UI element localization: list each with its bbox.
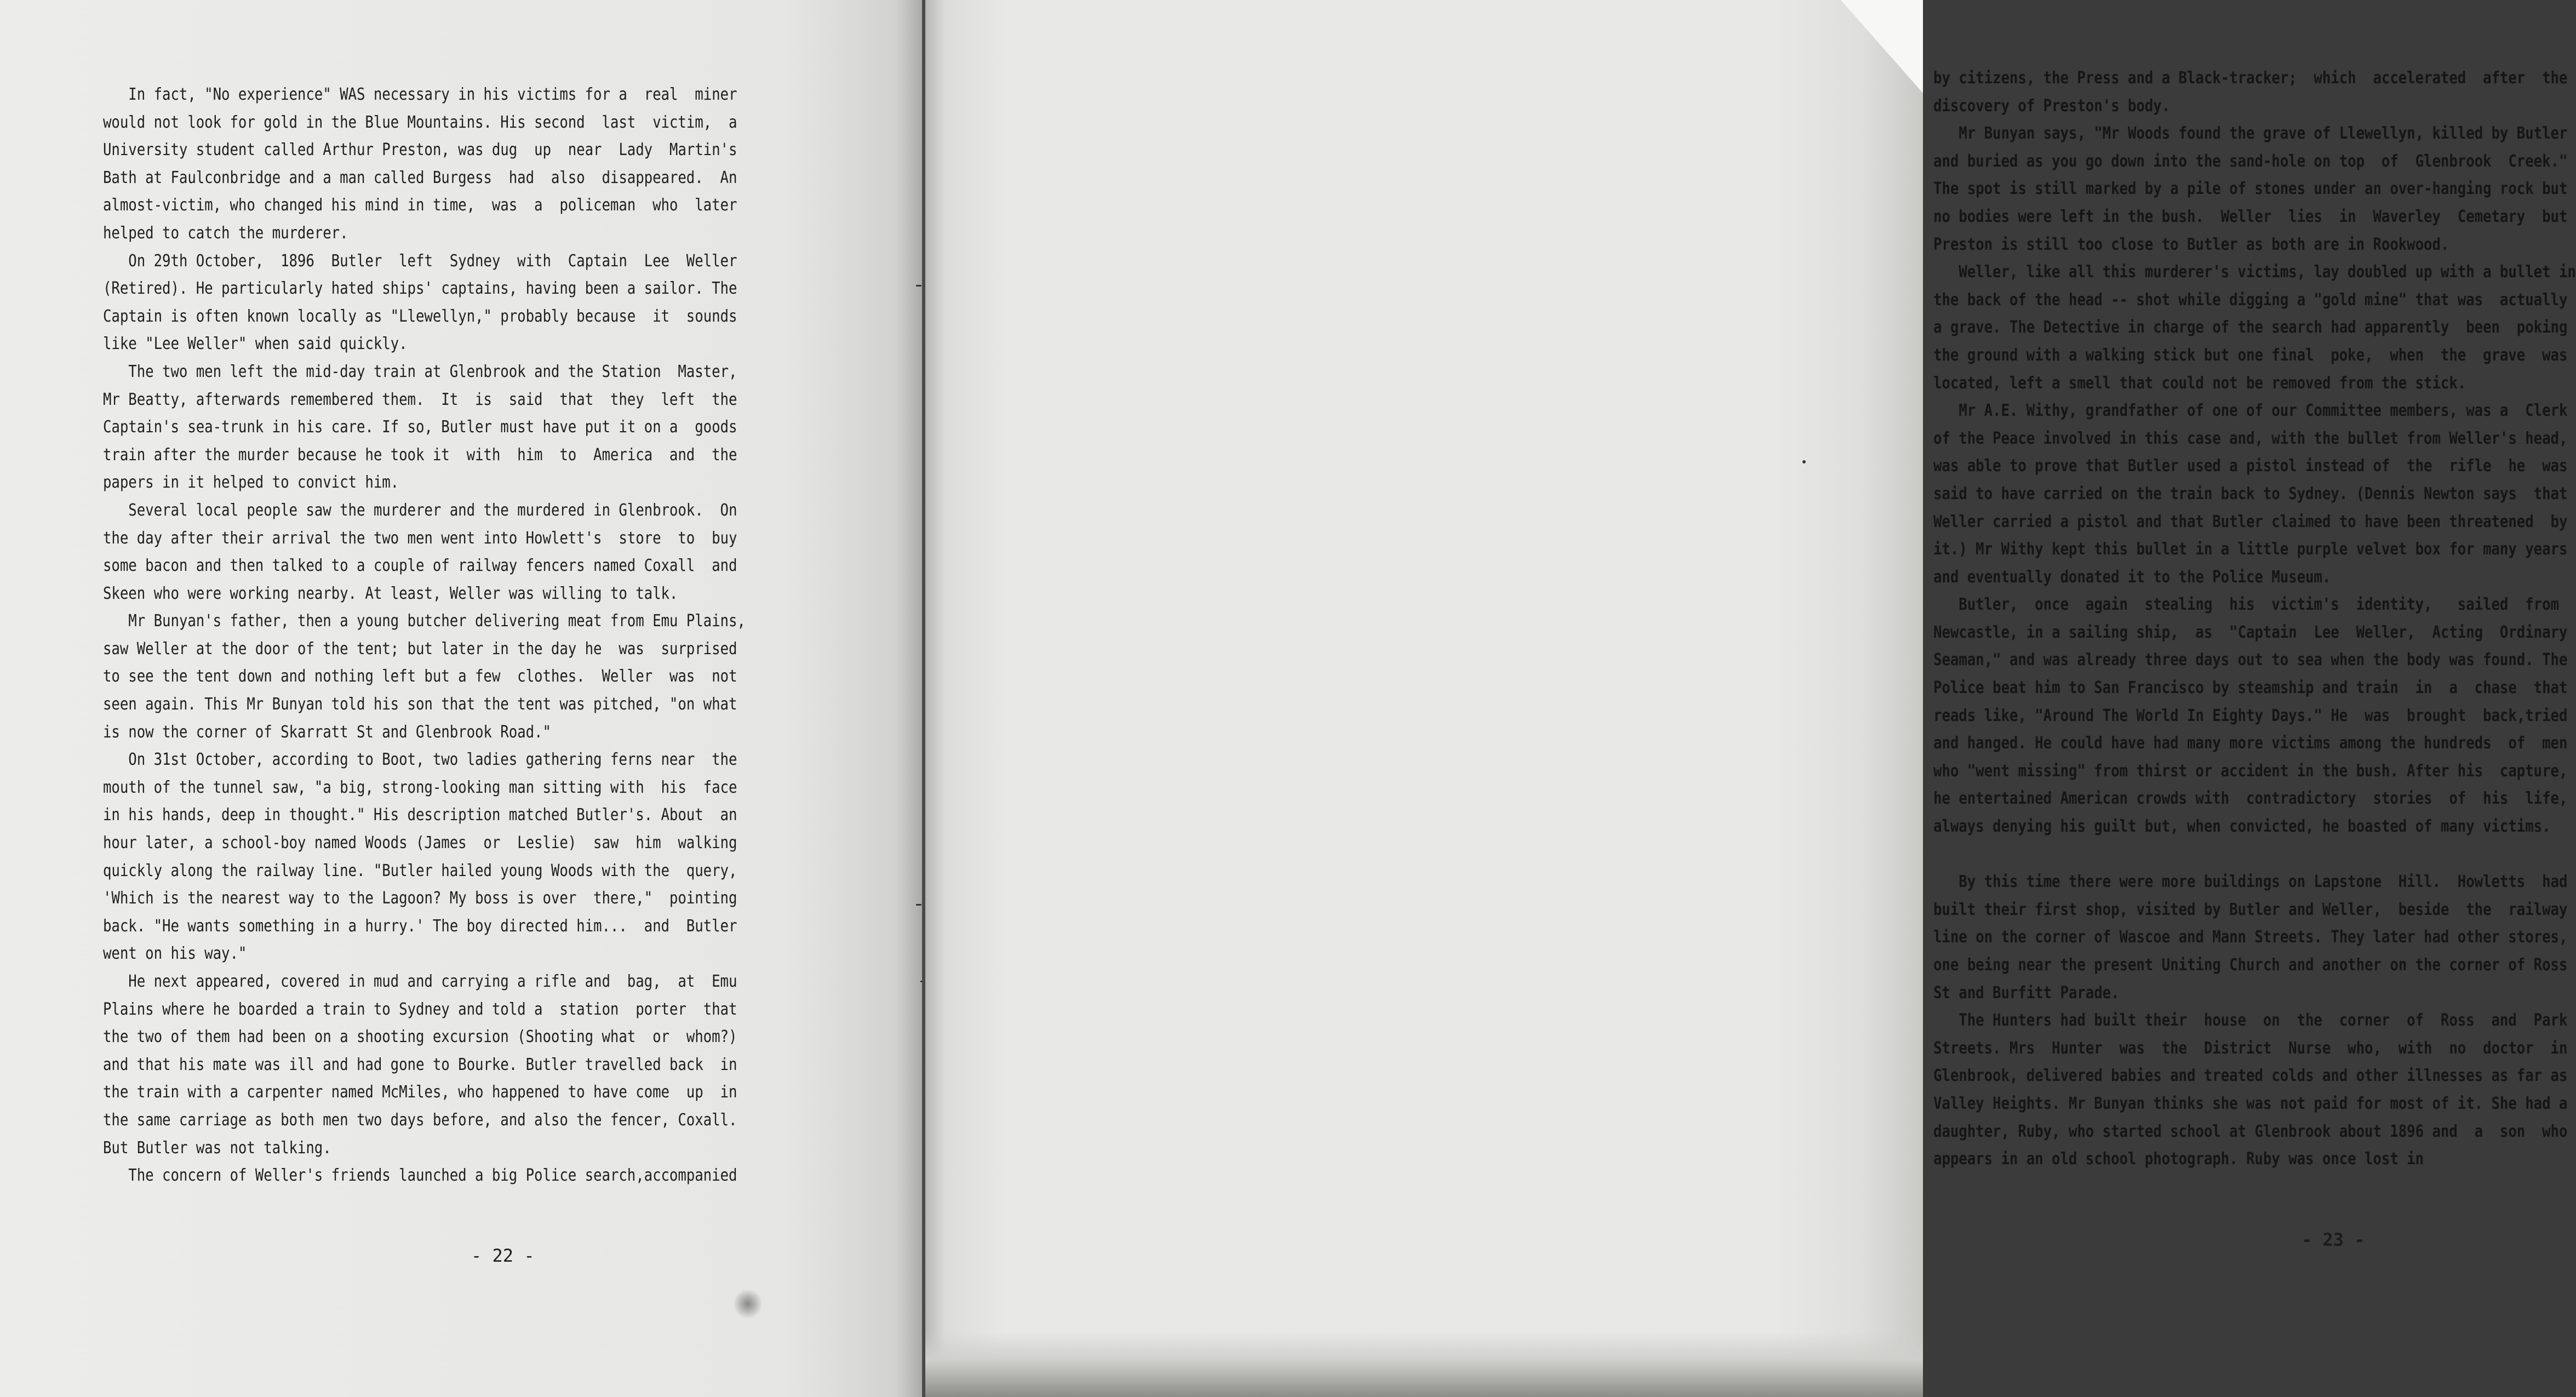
text-line: and hanged. He could have had many more victims among the hundreds of men [1933,734,2568,753]
text-line: would not look for gold in the Blue Mountains. His second last victim, a [103,112,737,132]
text-line: always denying his guilt but, when convicted, he boasted of many victims. [1933,817,2551,837]
text-line: said to have carried on the train back to Sydney. (Dennis Newton says that [1933,484,2568,503]
text-line: Weller carried a pistol and that Butler claimed to have been threatened by [1933,512,2568,531]
right-page-number: - 23 - [2302,1229,2365,1250]
text-line: Seaman," and was already three days out to sea when the body was found. The [1933,650,2568,670]
text-line: built their first shop, visited by Butler and Weller, beside the railway [1933,900,2568,919]
text-line: Mr Bunyan says, "Mr Woods found the grave of Llewellyn, killed by Butler [1933,124,2568,144]
text-line: by citizens, the Press and a Black-tracker; which accelerated after the [1933,68,2568,88]
text-line: Glenbrook, delivered babies and treated colds and other illnesses as far as [1933,1066,2568,1086]
text-line: Plains where he boarded a train to Sydney and told a station porter that [103,999,737,1019]
text-line: reads like, "Around The World In Eighty Days." He was brought back,tried [1933,706,2568,725]
text-line: in his hands, deep in thought." His description matched Butler's. About an [103,805,737,825]
text-line: appears in an old school photograph. Ruby was once lost in [1933,1149,2424,1169]
scan-speck [1802,460,1806,463]
text-line: who "went missing" from thirst or accident in the bush. After his capture, [1933,761,2568,781]
text-line: is now the corner of Skarratt St and Glenbrook Road." [103,722,551,742]
scan-smudge [734,1287,762,1320]
text-line: In fact, "No experience" WAS necessary in his victims for a real miner [103,85,737,104]
text-line: daughter, Ruby, who started school at Glenbrook about 1896 and a son who [1933,1121,2568,1141]
text-line: Police beat him to San Francisco by steamship and train in a chase that [1933,678,2568,698]
text-line: train after the murder because he took it with him to America and the [103,445,737,465]
text-line: Mr Bunyan's father, then a young butcher delivering meat from Emu Plains, [103,611,746,631]
text-line: Mr A.E. Withy, grandfather of one of our Committee members, was a Clerk [1933,401,2568,421]
left-page [0,0,923,1397]
text-line: By this time there were more buildings on Lapstone Hill. Howletts had [1933,872,2568,892]
right-page [925,0,2576,1397]
text-line: back. "He wants something in a hurry.' The boy directed him... and Butler [103,916,737,936]
text-line: The concern of Weller's friends launched a big Police search,accompanied [103,1166,737,1186]
text-line: mouth of the tunnel saw, "a big, strong-looking man sitting with his face [103,777,737,797]
text-line: some bacon and then talked to a couple of railway fencers named Coxall and [103,556,737,576]
text-line: he entertained American crowds with contradictory stories of his life, [1933,789,2568,809]
page-corner-fold [1841,0,1923,93]
text-line: On 29th October, 1896 Butler left Sydney with Captain Lee Weller [103,251,737,271]
text-line: On 31st October, according to Boot, two ladies gathering ferns near the [103,750,737,770]
text-line: the train with a carpenter named McMiles, who happened to have come up in [103,1083,737,1102]
text-line: like "Lee Weller" when said quickly. [103,334,408,354]
text-line: Captain's sea-trunk in his care. If so, Butler must have put it on a goods [103,417,737,437]
text-line: papers in it helped to convict him. [103,473,399,493]
text-line: seen again. This Mr Bunyan told his son that the tent was pitched, "on what [103,695,737,714]
text-line: 'Which is the nearest way to the Lagoon? My boss is over there," pointing [103,889,737,908]
margin-mark [916,904,921,906]
text-line: line on the corner of Wascoe and Mann Streets. They later had other stores, [1933,927,2568,947]
text-line: Preston is still too close to Butler as both are in Rookwood. [1933,234,2449,254]
text-line: The spot is still marked by a pile of stones under an over-hanging rock but [1933,179,2568,199]
margin-mark [916,285,921,287]
text-line: a grave. The Detective in charge of the search had apparently been poking [1933,318,2568,337]
text-line: The Hunters had built their house on the corner of Ross and Park [1933,1011,2568,1030]
text-line [1933,841,2576,869]
text-line: and buried as you go down into the sand-hole on top of Glenbrook Creek." [1933,151,2568,171]
text-line: Skeen who were working nearby. At least, Weller was willing to talk. [103,583,678,603]
text-line: and that his mate was ill and had gone to Bourke. Butler travelled back in [103,1055,737,1074]
text-line: the same carriage as both men two days before, and also the fencer, Coxall. [103,1110,737,1130]
text-line: the ground with a walking stick but one final poke, when the grave was [1933,345,2568,365]
right-page-body-text [1933,65,2576,1173]
text-line: located, left a smell that could not be removed from the stick. [1933,373,2466,393]
text-line: saw Weller at the door of the tent; but later in the day he was surprised [103,639,737,659]
text-line: Bath at Faulconbridge and a man called Burgess had also disappeared. An [103,168,737,187]
left-page-body-text [103,81,746,1190]
text-line: Several local people saw the murderer and the murdered in Glenbrook. On [103,500,737,520]
text-line: the day after their arrival the two men went into Howlett's store to buy [103,528,737,548]
page-curl-shadow [925,1331,1923,1397]
text-line: to see the tent down and nothing left but a few clothes. Weller was not [103,667,737,686]
text-line: Captain is often known locally as "Llewellyn," probably because it sounds [103,306,737,326]
text-line: helped to catch the murderer. [103,223,348,243]
text-line: was able to prove that Butler used a pistol instead of the rifle he was [1933,456,2568,476]
text-line: almost-victim, who changed his mind in time, was a policeman who later [103,196,737,215]
text-line: Newcastle, in a sailing ship, as "Captain Lee Weller, Acting Ordinary [1933,622,2568,642]
text-line: He next appeared, covered in mud and carrying a rifle and bag, at Emu [103,972,737,991]
text-line: the two of them had been on a shooting excursion (Shooting what or whom?) [103,1027,737,1047]
text-line: it.) Mr Withy kept this bullet in a little purple velvet box for many years [1933,540,2568,559]
text-line: But Butler was not talking. [103,1138,331,1158]
text-line: Butler, once again stealing his victim's identity, sailed from [1933,595,2559,615]
text-line: quickly along the railway line. "Butler hailed young Woods with the query, [103,861,737,880]
text-line: and eventually donated it to the Police Museum. [1933,567,2331,587]
text-line: hour later, a school-boy named Woods (James or Leslie) saw him walking [103,833,737,853]
left-page-number: - 22 - [471,1245,535,1266]
text-line: Streets. Mrs Hunter was the District Nurse who, with no doctor in [1933,1038,2568,1058]
text-line: one being near the present Uniting Church and another on the corner of Ross [1933,955,2568,975]
text-line: Valley Heights. Mr Bunyan thinks she was not paid for most of it. She had a [1933,1093,2568,1113]
text-line: University student called Arthur Preston, was dug up near Lady Martin's [103,140,737,160]
text-line: The two men left the mid-day train at Glenbrook and the Station Master, [103,362,737,381]
text-line: (Retired). He particularly hated ships' captains, having been a sailor. The [103,279,737,299]
text-line: went on his way." [103,944,247,964]
text-line: of the Peace involved in this case and, with the bullet from Weller's head, [1933,428,2568,448]
text-line: no bodies were left in the bush. Weller lies in Waverley Cemetary but [1933,207,2568,226]
text-line: the back of the head -- shot while digging a "gold mine" that was actually [1933,290,2568,310]
text-line: discovery of Preston's body. [1933,96,2171,116]
text-line: Weller, like all this murderer's victims, lay doubled up with a bullet in [1933,262,2576,282]
text-line: St and Burfitt Parade. [1933,983,2120,1003]
text-line: Mr Beatty, afterwards remembered them. It is said that they left the [103,390,737,409]
